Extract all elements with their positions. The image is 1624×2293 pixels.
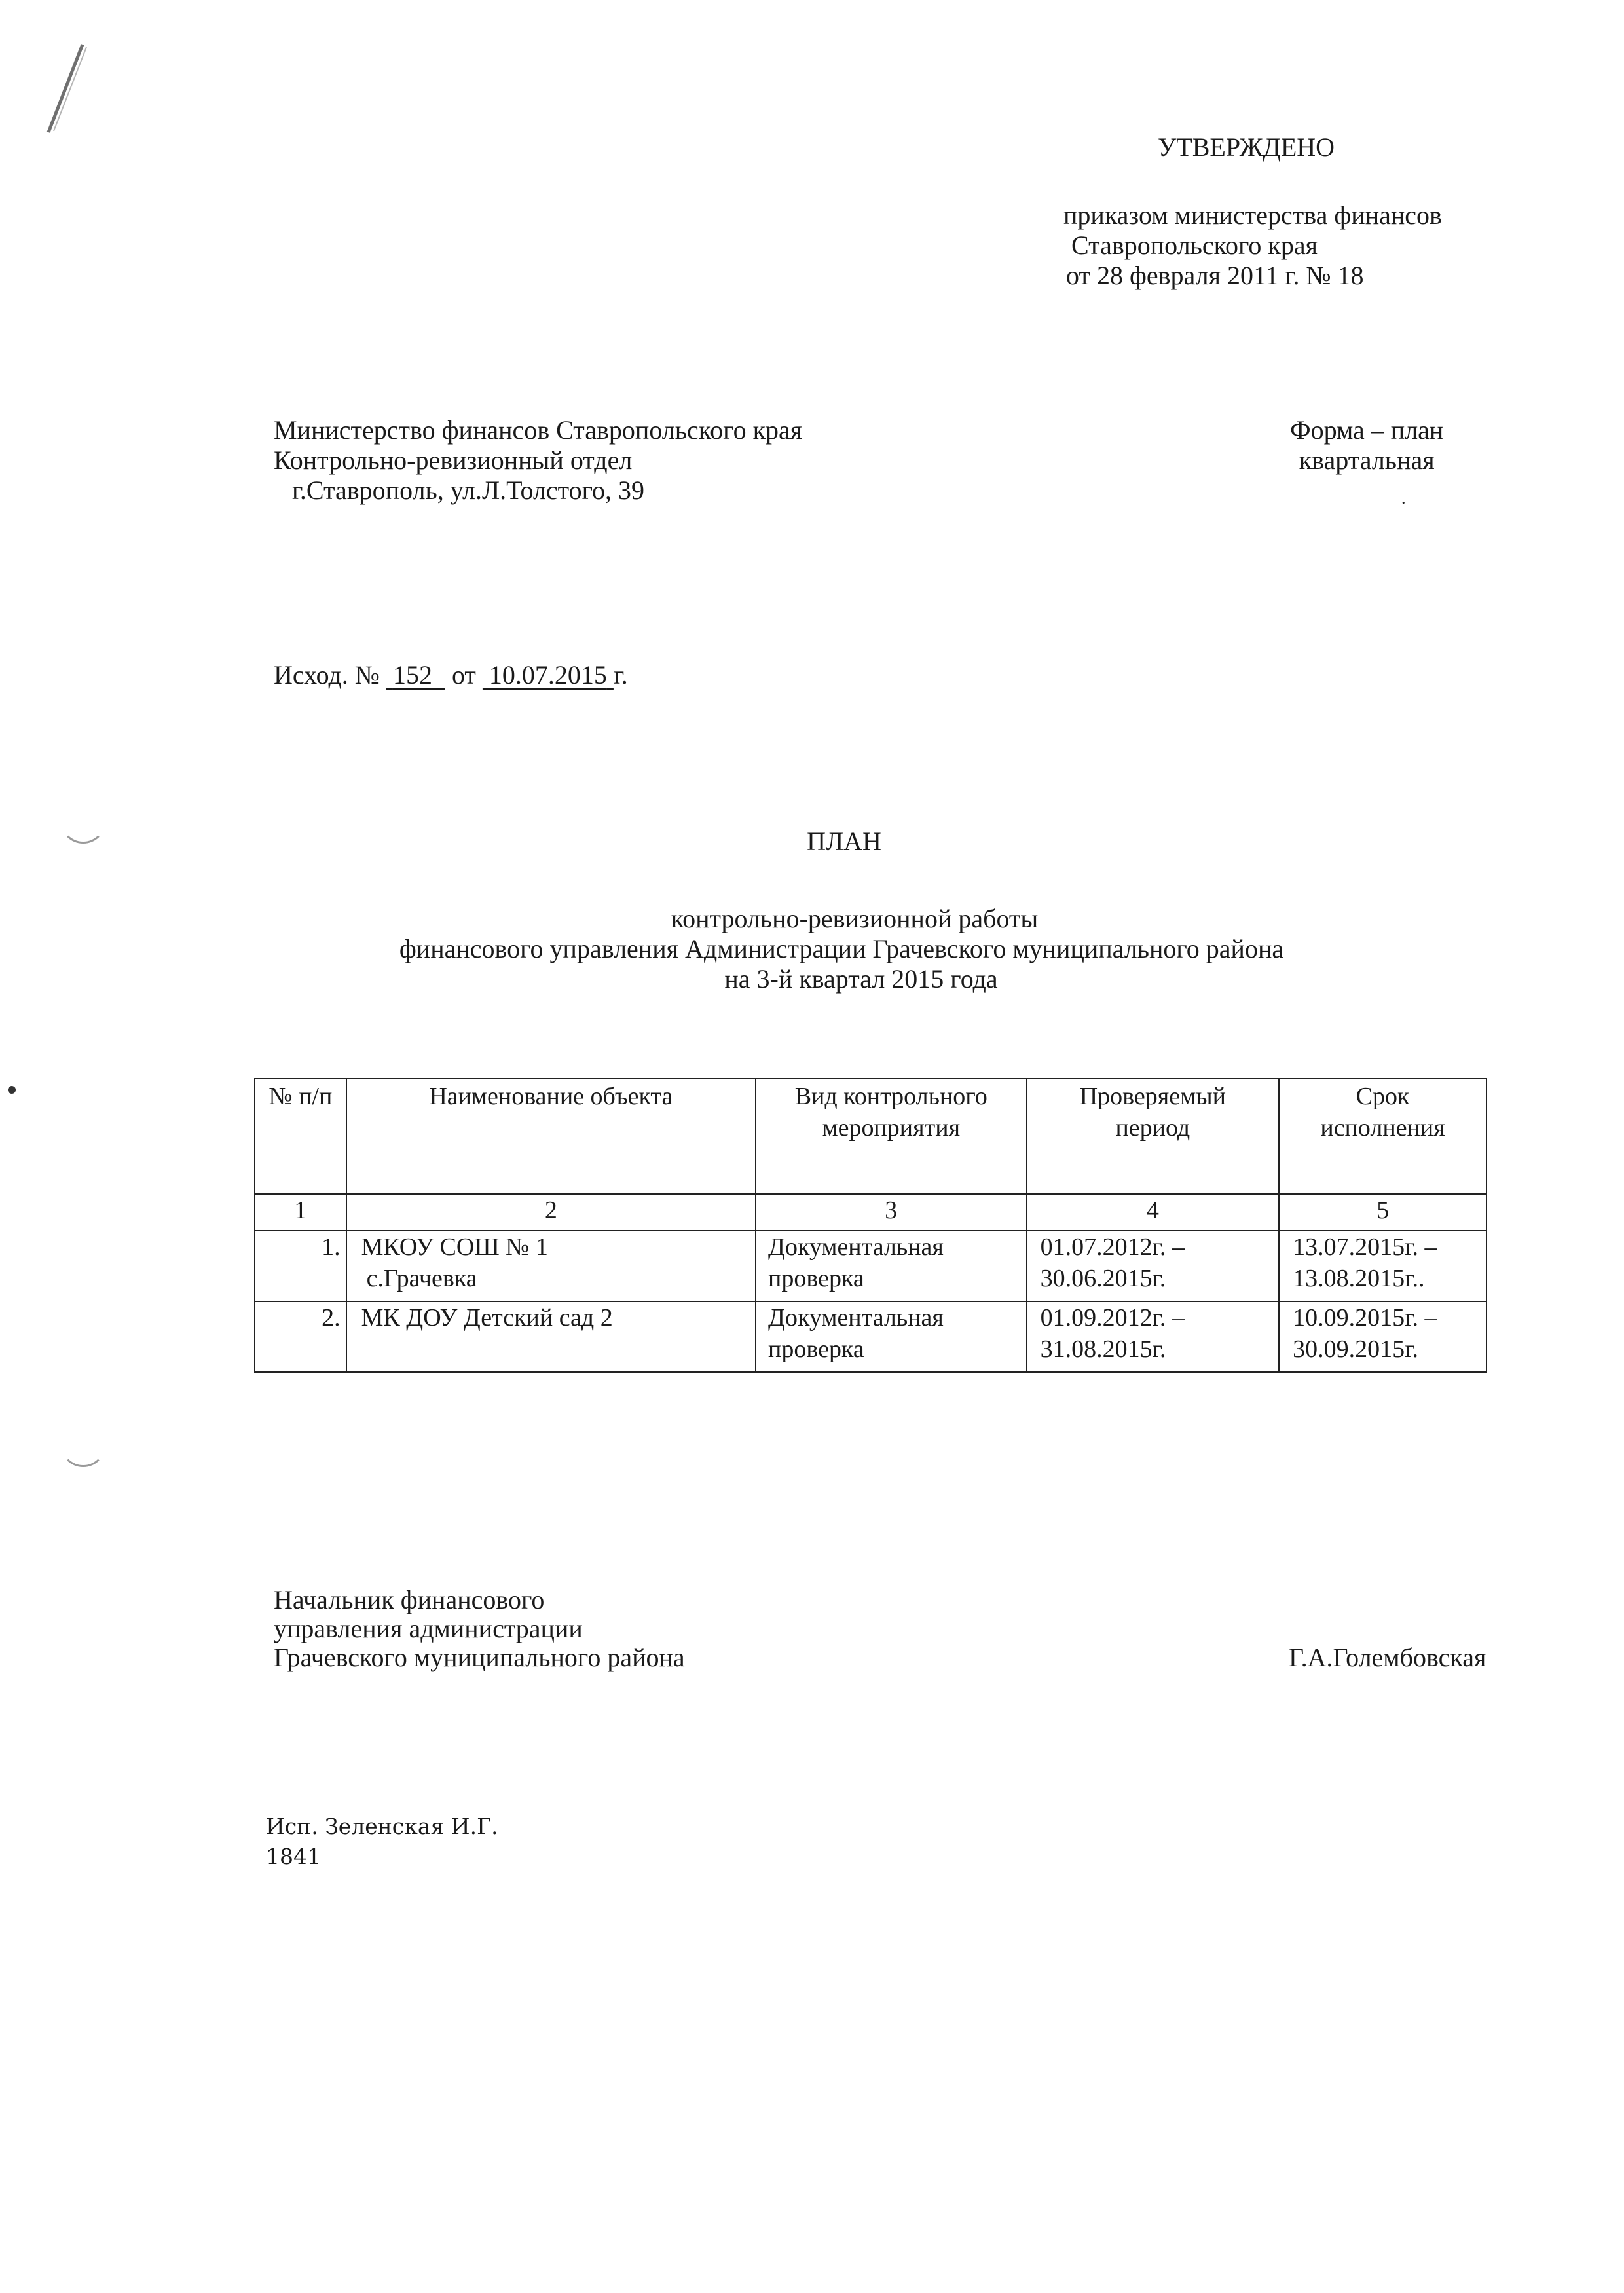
organization-address: г.Ставрополь, ул.Л.Толстого, 39 <box>292 475 645 505</box>
approval-date-line: от 28 февраля 2011 г. № 18 <box>1066 261 1364 290</box>
table-header-row <box>255 1079 1486 1194</box>
outgoing-date-value: 10.07.2015 <box>489 660 607 690</box>
signatory-name: Г.А.Голембовская <box>1289 1643 1486 1672</box>
signature-block <box>274 1585 685 1671</box>
column-header-number: № п/п <box>255 1079 346 1194</box>
pen-stroke-mark <box>39 39 92 138</box>
outgoing-prefix: Исход. № <box>274 660 380 690</box>
column-number: 2 <box>346 1194 756 1231</box>
signature-position-line3: Грачевского муниципального района <box>274 1643 685 1672</box>
plan-subtitle-line3: на 3-й квартал 2015 года <box>724 964 998 994</box>
plan-table <box>254 1078 1487 1373</box>
column-header-period: Проверяемый период <box>1027 1079 1280 1194</box>
approval-region-line: Ставропольского края <box>1071 231 1318 260</box>
column-header-type: Вид контрольного мероприятия <box>756 1079 1027 1194</box>
punch-hole-mark <box>60 1421 106 1467</box>
row-number: 1. <box>255 1231 346 1301</box>
column-header-object: Наименование объекта <box>346 1079 756 1194</box>
column-header-term: Срок исполнения <box>1279 1079 1486 1194</box>
scan-dot <box>8 1086 16 1094</box>
approval-title: УТВЕРЖДЕНО <box>1158 132 1335 162</box>
approval-block <box>1063 200 1442 291</box>
plan-subtitle-line2: финансового управления Администрации Грачевского муниципального района <box>399 934 1284 963</box>
table-row <box>255 1301 1486 1372</box>
plan-subtitle-line1: контрольно-ревизионной работы <box>671 904 1039 933</box>
column-number: 4 <box>1027 1194 1280 1231</box>
outgoing-from-label: от <box>451 660 476 690</box>
outgoing-number <box>274 660 628 690</box>
row-term: 10.09.2015г. – 30.09.2015г. <box>1279 1301 1486 1372</box>
column-number: 3 <box>756 1194 1027 1231</box>
row-control-type: Документальная проверка <box>756 1301 1027 1372</box>
column-number-row <box>255 1194 1486 1231</box>
outgoing-suffix: г. <box>613 660 628 690</box>
signature-position-line1: Начальник финансового <box>274 1585 545 1614</box>
column-number: 1 <box>255 1194 346 1231</box>
signature-position-line2: управления администрации <box>274 1614 583 1643</box>
table-row <box>255 1231 1486 1301</box>
organization-ministry: Министерство финансов Ставропольского края <box>274 415 803 445</box>
form-dot-mark: . <box>1401 489 1406 508</box>
approval-order-line: приказом министерства финансов <box>1063 200 1442 230</box>
row-term: 13.07.2015г. – 13.08.2015г.. <box>1279 1231 1486 1301</box>
outgoing-number-value: 152 <box>392 660 432 690</box>
executor-phone: 1841 <box>266 1844 321 1869</box>
row-period: 01.07.2012г. – 30.06.2015г. <box>1027 1231 1280 1301</box>
row-control-type: Документальная проверка <box>756 1231 1027 1301</box>
form-type-label: Форма – план <box>1290 415 1444 445</box>
row-object: МКОУ СОШ № 1 с.Грачевка <box>346 1231 756 1301</box>
row-object: МК ДОУ Детский сад 2 <box>346 1301 756 1372</box>
form-type-block <box>1290 415 1443 475</box>
organization-department: Контрольно-ревизионный отдел <box>274 445 633 475</box>
plan-subtitle <box>0 904 1624 994</box>
row-number: 2. <box>255 1301 346 1372</box>
executor-block <box>266 1812 498 1872</box>
executor-name: Исп. Зеленская И.Г. <box>266 1814 498 1839</box>
row-period: 01.09.2012г. – 31.08.2015г. <box>1027 1301 1280 1372</box>
plan-title: ПЛАН <box>807 827 881 856</box>
form-type-period: квартальная <box>1299 445 1435 475</box>
column-number: 5 <box>1279 1194 1486 1231</box>
organization-block <box>274 415 802 506</box>
